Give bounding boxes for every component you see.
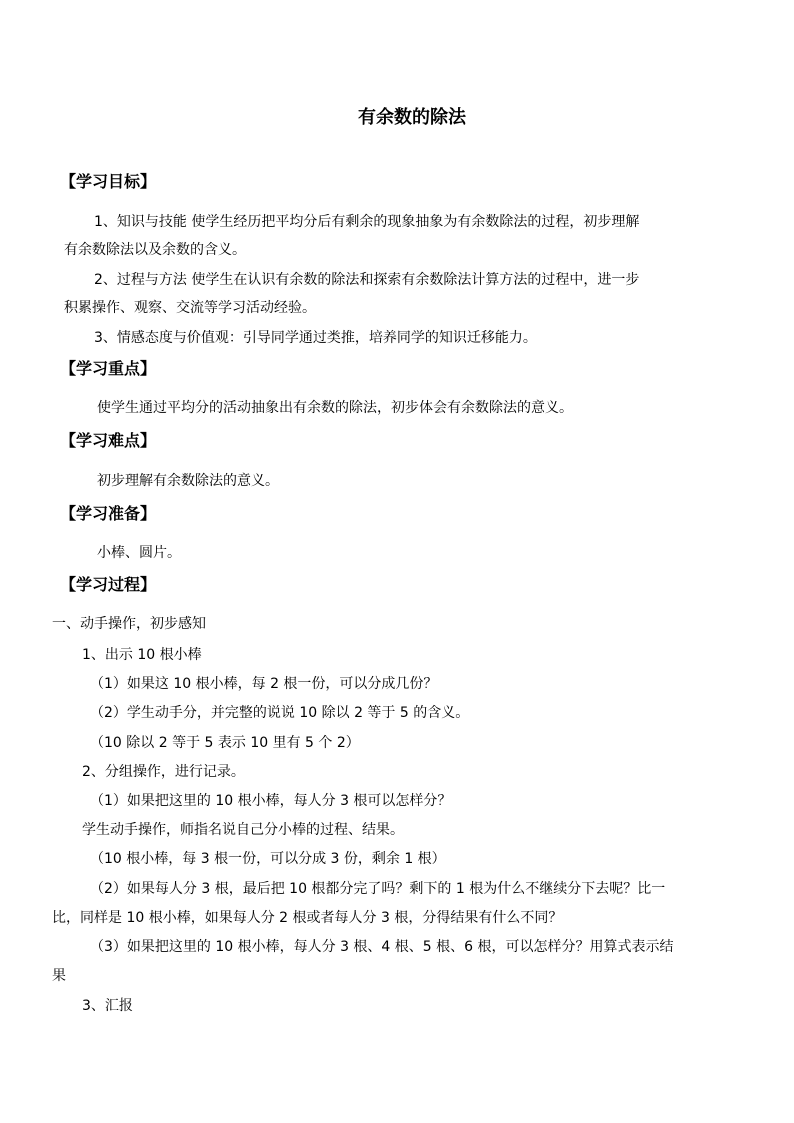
- heading-key-points: 【学习重点】: [60, 359, 157, 378]
- key-points-line-1: 使学生通过平均分的活动抽象出有余数的除法，初步体会有余数除法的意义。: [97, 400, 573, 416]
- process-line-1: 一、动手操作，初步感知: [52, 616, 206, 632]
- process-line-2: 1、出示 10 根小棒: [82, 647, 202, 663]
- process-line-6: 2、分组操作，进行记录。: [82, 764, 245, 780]
- process-line-3: （1）如果这 10 根小棒，每 2 根一份，可以分成几份？: [90, 676, 438, 692]
- heading-preparation: 【学习准备】: [60, 504, 157, 523]
- process-line-14: 3、汇报: [82, 998, 133, 1014]
- goals-line-1: 1、知识与技能 使学生经历把平均分后有剩余的现象抽象为有余数除法的过程，初步理解: [94, 214, 640, 230]
- process-line-12: （3）如果把这里的 10 根小棒，每人分 3 根、4 根、5 根、6 根，可以怎样分？用算式表示结: [90, 939, 674, 955]
- preparation-line-1: 小棒、圆片。: [97, 545, 181, 561]
- heading-learning-goals: 【学习目标】: [60, 172, 157, 191]
- process-line-13: 果: [52, 968, 66, 984]
- difficulties-line-1: 初步理解有余数除法的意义。: [97, 473, 279, 489]
- process-line-4: （2）学生动手分，并完整的说说 10 除以 2 等于 5 的含义。: [90, 705, 470, 721]
- heading-difficulties: 【学习难点】: [60, 431, 157, 450]
- process-line-7: （1）如果把这里的 10 根小棒，每人分 3 根可以怎样分？: [90, 793, 452, 809]
- goals-line-4: 积累操作、观察、交流等学习活动经验。: [64, 300, 316, 316]
- process-line-10: （2）如果每人分 3 根，最后把 10 根都分完了吗？剩下的 1 根为什么不继续分下去呢？比一: [90, 881, 666, 897]
- document-title: 有余数的除法: [358, 107, 466, 128]
- process-line-9: （10 根小棒，每 3 根一份，可以分成 3 份，剩余 1 根）: [90, 851, 446, 867]
- process-line-11: 比，同样是 10 根小棒，如果每人分 2 根或者每人分 3 根，分得结果有什么不同？: [52, 910, 563, 926]
- goals-line-5: 3、情感态度与价值观：引导同学通过类推，培养同学的知识迁移能力。: [94, 330, 537, 346]
- goals-line-2: 有余数除法以及余数的含义。: [64, 242, 246, 258]
- process-line-8: 学生动手操作，师指名说自己分小棒的过程、结果。: [82, 822, 404, 838]
- process-line-5: （10 除以 2 等于 5 表示 10 里有 5 个 2）: [90, 735, 360, 751]
- heading-process: 【学习过程】: [60, 575, 157, 594]
- goals-line-3: 2、过程与方法 使学生在认识有余数的除法和探索有余数除法计算方法的过程中，进一步: [94, 272, 640, 288]
